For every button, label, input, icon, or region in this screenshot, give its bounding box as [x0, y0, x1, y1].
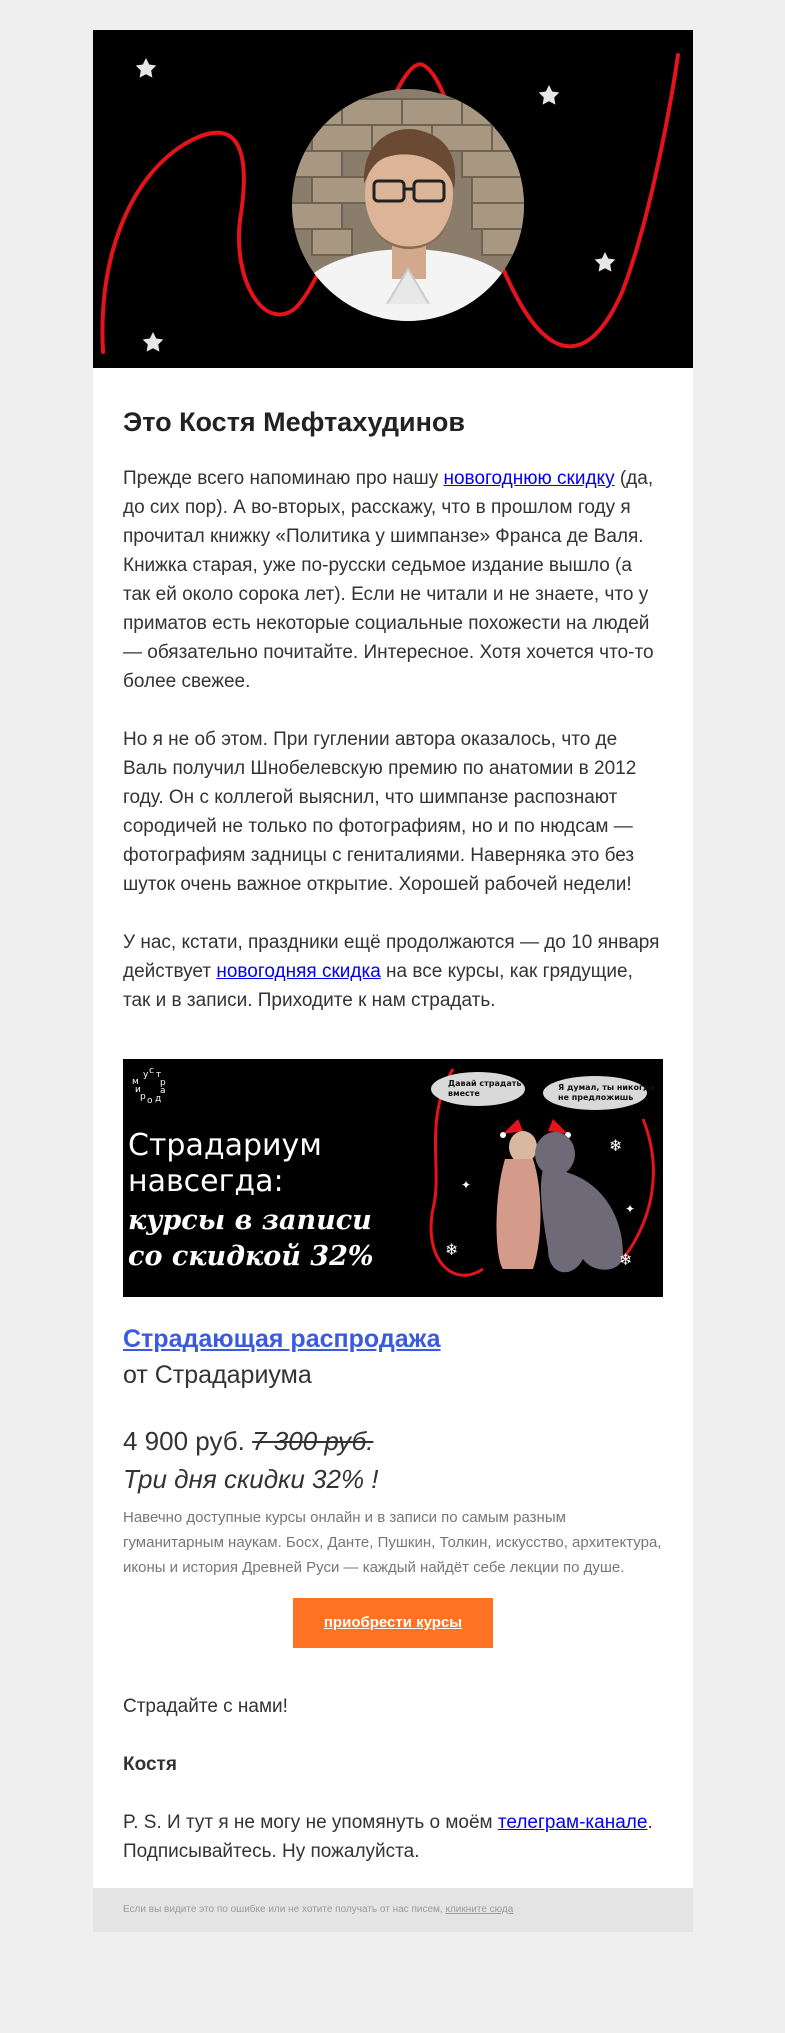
price-row	[123, 1423, 663, 1459]
product-description: Навечно доступные курсы онлайн и в записи по самым разным гуманитарным наукам. Босх, Данте, Пушкин, Толкин, искусство, архитектура, иконы и история Древней Руси — каждый найдёт себе лекции по душе.	[123, 1509, 662, 1576]
product-subtitle: от Страдариума	[123, 1361, 312, 1389]
svg-text:у: у	[143, 1070, 149, 1080]
promo-headline-line2: навсегда:	[128, 1164, 284, 1199]
hero-banner	[93, 30, 693, 368]
svg-text:Давай страдать: Давай страдать	[448, 1079, 522, 1088]
email-footer: Если вы видите это по ошибке или не хотите получать от нас писем, кликните сюда	[93, 1888, 693, 1932]
paragraph-holidays: У нас, кстати, праздники ещё продолжаются — до 10 января действует новогодняя скидка на все курсы, как грядущие, так и в записи. Приходите к нам страдать.	[123, 932, 660, 1011]
telegram-channel-link[interactable]: телеграм-канале	[497, 1812, 648, 1833]
svg-text:❄: ❄	[619, 1250, 633, 1269]
postscript: P. S. И тут я не могу не упомянуть о моём телеграм-канале. Подписывайтесь. Ну пожалуйста.	[123, 1812, 653, 1862]
svg-text:р: р	[160, 1078, 166, 1088]
signature: Костя	[123, 1754, 177, 1775]
svg-text:вместе: вместе	[448, 1089, 480, 1098]
speech-bubble-left	[431, 1072, 525, 1106]
svg-text:✦: ✦	[625, 1202, 636, 1216]
paragraph-intro: Прежде всего напоминаю про нашу новогоднюю скидку (да, до сих пор). А во-вторых, расскажу, что в прошлом году я прочитал книжку «Политика у шимпанзе» Франса де Валя. Книжка старая, уже по-русски седьмое издание вышло (а так ей около сорока лет). Если не читали и не знаете, что у приматов есть некоторые социальные похожести на людей — обязательно почитайте. Интересное. Хотя хочется что-то более свежее.	[123, 468, 654, 692]
promo-headline-gothic-2: со скидкой 32%	[128, 1241, 374, 1272]
svg-text:д: д	[155, 1094, 162, 1104]
svg-text:и: и	[135, 1085, 141, 1095]
promo-headline-line1: Страдариум	[128, 1128, 322, 1163]
promo-headline-gothic-1: курсы в записи	[128, 1205, 372, 1236]
buy-courses-button[interactable]: приобрести курсы	[293, 1598, 493, 1648]
svg-text:м: м	[132, 1077, 139, 1087]
svg-text:✦: ✦	[461, 1178, 472, 1192]
author-photo	[292, 89, 524, 321]
product-title	[123, 1321, 663, 1357]
current-price: 4 900 руб.	[123, 1426, 245, 1456]
svg-text:а: а	[160, 1086, 166, 1096]
page-title: Это Костя Мефтахудинов	[123, 407, 466, 437]
closing-line: Страдайте с нами!	[123, 1696, 288, 1717]
svg-text:о: о	[147, 1096, 153, 1106]
email-card	[93, 30, 693, 1932]
svg-text:❄: ❄	[445, 1240, 459, 1259]
svg-text:р: р	[140, 1092, 146, 1102]
unsubscribe-link[interactable]: кликните сюда	[445, 1904, 514, 1915]
cta-row	[123, 1598, 663, 1648]
promo-banner-image[interactable]	[123, 1059, 663, 1297]
paragraph-story: Но я не об этом. При гуглении автора оказалось, что де Валь получил Шнобелевскую премию по анатомии в 2012 году. Он с коллегой выяснил, что шимпанзе распознают сородичей не только по фотографиям, но и по нюдсам — фотографиям задницы с гениталиями. Наверняка это без шуток очень важное открытие. Хорошей рабочей недели!	[123, 729, 637, 895]
new-year-discount-link[interactable]: новогоднюю скидку	[443, 468, 615, 489]
old-price: 7 300 руб.	[252, 1426, 374, 1456]
new-year-discount-link-2[interactable]: новогодняя скидка	[216, 961, 381, 982]
svg-text:т: т	[156, 1070, 162, 1080]
product-title-link[interactable]: Страдающая распродажа	[123, 1325, 441, 1353]
svg-text:Я думал, ты никогда: Я думал, ты никогда	[558, 1083, 655, 1092]
svg-text:не предложишь: не предложишь	[558, 1093, 634, 1102]
deal-text: Три дня скидки 32% !	[123, 1464, 379, 1494]
svg-text:❄: ❄	[609, 1136, 623, 1155]
svg-text:с: с	[149, 1066, 154, 1076]
